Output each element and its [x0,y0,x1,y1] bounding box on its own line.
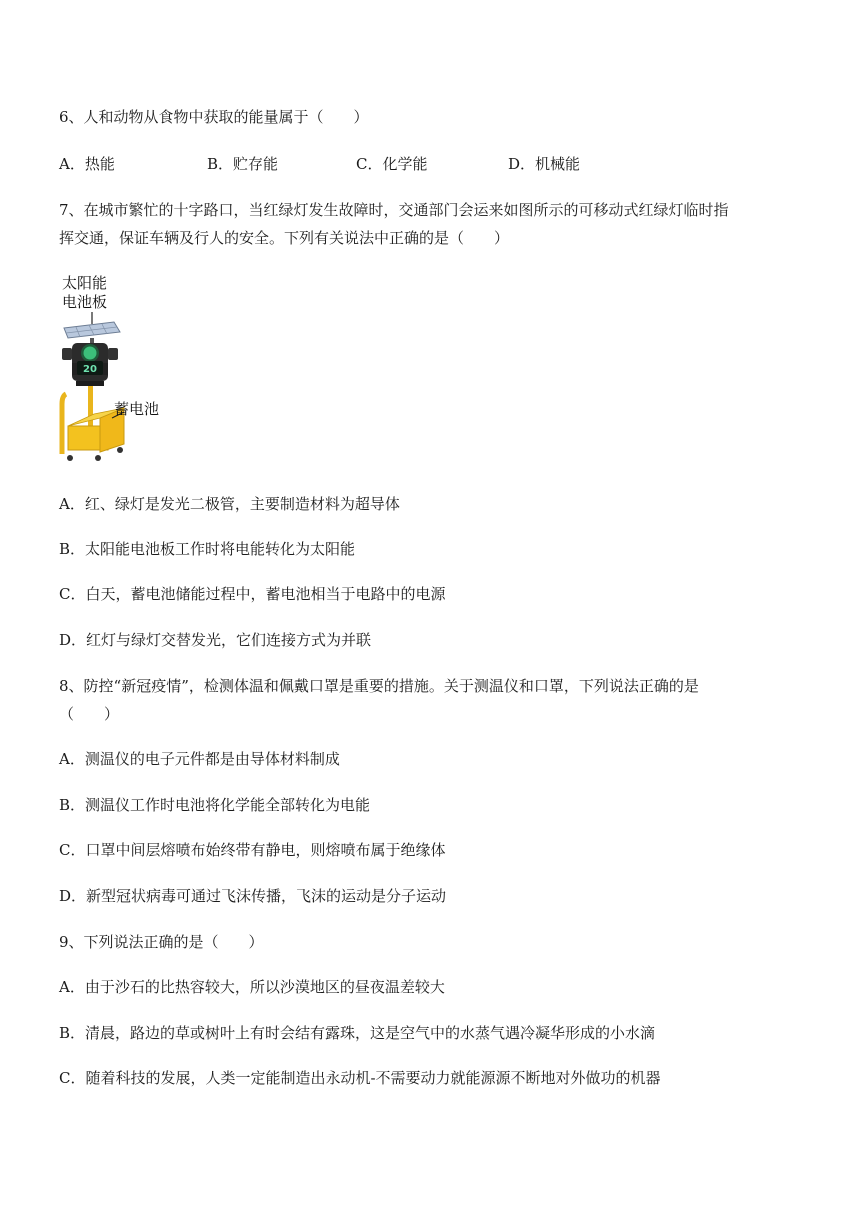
traffic-light-illustration [56,268,176,468]
q7-stem-line1: 7、在城市繁忙的十字路口，当红绿灯发生故障时，交通部门会运来如图所示的可移动式红绿灯临时指 [59,201,729,219]
countdown-display: 20 [83,364,97,375]
label-solar-line1: 太阳能 [62,274,108,292]
traffic-light-head [62,343,118,386]
q8-stem-line2: （ ） [59,705,120,723]
label-battery: 蓄电池 [114,400,160,418]
q8-option-d: D．新型冠状病毒可通过飞沫传播，飞沫的运动是分子运动 [59,887,447,905]
q9-option-c: C．随着科技的发展，人类一定能制造出永动机-不需要动力就能源源不断地对外做功的机器 [59,1069,661,1087]
q9-stem: 9、下列说法正确的是（ ） [59,933,264,951]
q9-option-b: B．清晨，路边的草或树叶上有时会结有露珠，这是空气中的水蒸气遇冷凝华形成的小水滴 [59,1024,656,1042]
q7-option-c: C．白天，蓄电池储能过程中，蓄电池相当于电路中的电源 [59,585,446,603]
q7-option-b: B．太阳能电池板工作时将电能转化为太阳能 [59,540,356,558]
label-solar-line2: 电池板 [62,293,108,311]
q6-option-a: A．热能 [59,155,115,173]
traffic-light-figure [56,268,176,468]
q6-stem: 6、人和动物从食物中获取的能量属于（ ） [59,108,369,126]
q9-option-a: A．由于沙石的比热容较大，所以沙漠地区的昼夜温差较大 [59,978,445,996]
q6-option-b: B．贮存能 [207,155,279,173]
q6-option-d: D．机械能 [508,155,581,173]
q8-stem-line1: 8、防控“新冠疫情”，检测体温和佩戴口罩是重要的措施。关于测温仪和口罩，下列说法正确的是 [59,677,699,695]
q7-option-a: A．红、绿灯是发光二极管，主要制造材料为超导体 [59,495,400,513]
q8-option-a: A．测温仪的电子元件都是由导体材料制成 [59,750,340,768]
solar-panel [64,322,120,344]
q7-option-d: D．红灯与绿灯交替发光，它们连接方式为并联 [59,631,372,649]
q7-stem-line2: 挥交通，保证车辆及行人的安全。下列有关说法中正确的是（ ） [59,229,510,247]
q6-option-c: C．化学能 [356,155,428,173]
q6-options [59,154,819,174]
q8-option-c: C．口罩中间层熔喷布始终带有静电，则熔喷布属于绝缘体 [59,841,446,859]
q8-option-b: B．测温仪工作时电池将化学能全部转化为电能 [59,796,371,814]
